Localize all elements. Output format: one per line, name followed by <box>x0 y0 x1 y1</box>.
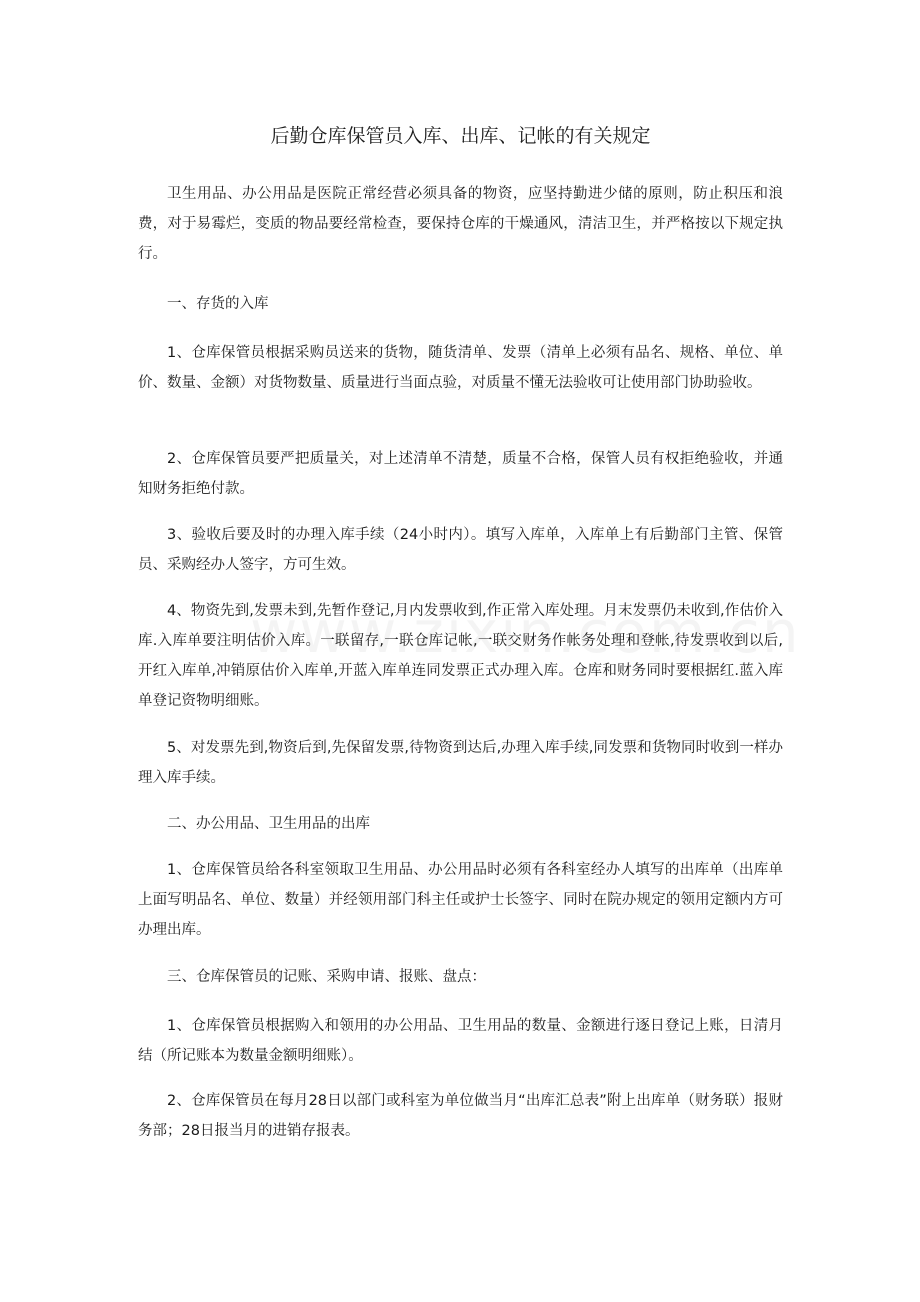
section-1-item-2: 2、仓库保管员要严把质量关，对上述清单不清楚，质量不合格，保管人员有权拒绝验收，并通知财务拒绝付款。 <box>138 451 783 497</box>
section-3-item-2: 2、仓库保管员在每月28日以部门或科室为单位做当月“出库汇总表”附上出库单（财务联）报财务部；28日报当月的进销存报表。 <box>138 1093 783 1139</box>
section-2-item-1: 1、仓库保管员给各科室领取卫生用品、办公用品时必须有各科室经办人填写的出库单（出库单上面写明品名、单位、数量）并经领用部门科主任或护士长签字、同时在院办规定的领用定额内方可办理出库。 <box>138 862 783 938</box>
section-1-item-1: 1、仓库保管员根据采购员送来的货物，随货清单、发票（清单上必须有品名、规格、单位、单价、数量、金额）对货物数量、质量进行当面点验，对质量不懂无法验收可让使用部门协助验收。 <box>138 345 783 391</box>
intro-paragraph: 卫生用品、办公用品是医院正常经营必须具备的物资，应坚持勤进少储的原则，防止积压和浪费，对于易霉烂，变质的物品要经常检查，要保持仓库的干燥通风，清洁卫生，并严格按以下规定执行。 <box>138 186 783 262</box>
section-2-heading: 二、办公用品、卫生用品的出库 <box>167 816 370 832</box>
section-3-heading: 三、仓库保管员的记账、采购申请、报账、盘点： <box>167 969 486 985</box>
section-1-heading: 一、存货的入库 <box>167 296 269 312</box>
document-title: 后勤仓库保管员入库、出库、记帐的有关规定 <box>270 125 651 147</box>
section-1-item-3: 3、验收后要及时的办理入库手续（24小时内）。填写入库单，入库单上有后勤部门主管、保管员、采购经办人签字，方可生效。 <box>138 527 783 573</box>
section-1-item-4: 4、物资先到,发票未到,先暂作登记,月内发票收到,作正常入库处理。月末发票仍未收到,作估价入库.入库单要注明估价入库。一联留存,一联仓库记帐,一联交财务作帐务处理和登帐,待发票收到以后,开红入库单,冲销原估价入库单,开蓝入库单连同发票正式办理入库。仓库和财务同时要根据红.蓝入库单登记资物明细账。 <box>138 603 783 709</box>
section-1-item-5: 5、对发票先到,物资后到,先保留发票,待物资到达后,办理入库手续,同发票和货物同时收到一样办理入库手续。 <box>138 740 783 786</box>
section-3-item-1: 1、仓库保管员根据购入和领用的办公用品、卫生用品的数量、金额进行逐日登记上账，日清月结（所记账本为数量金额明细账）。 <box>138 1018 783 1064</box>
